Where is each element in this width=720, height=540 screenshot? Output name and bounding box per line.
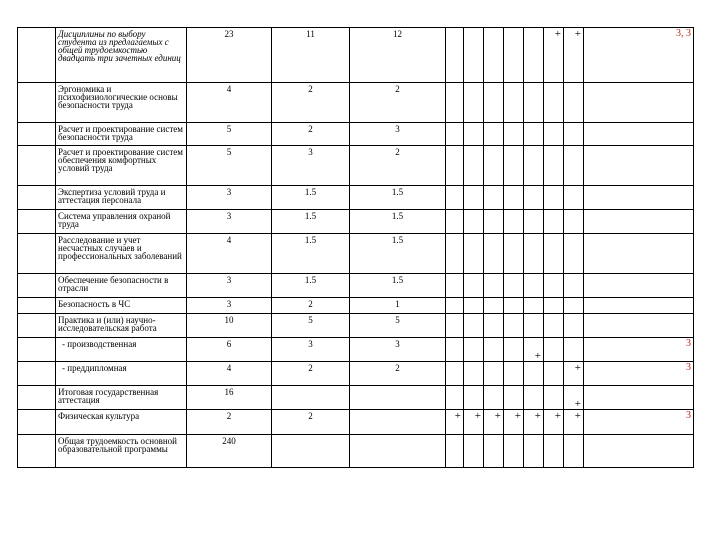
practice-credits	[350, 435, 446, 468]
semester-mark	[446, 234, 464, 274]
lecture-credits: 1.5	[272, 186, 350, 210]
semester-mark	[524, 210, 544, 234]
practice-credits: 2	[350, 362, 446, 386]
lecture-credits	[272, 435, 350, 468]
semester-mark	[564, 146, 584, 186]
semester-mark	[446, 210, 464, 234]
semester-mark: +	[564, 386, 584, 410]
table-row	[18, 362, 694, 386]
semester-mark	[524, 362, 544, 386]
semester-mark	[464, 146, 484, 186]
table-row	[18, 123, 694, 146]
practice-credits: 3	[350, 123, 446, 146]
semester-mark	[524, 298, 544, 314]
curriculum-rows	[18, 28, 694, 468]
total-credits: 6	[187, 338, 272, 362]
semester-mark	[524, 386, 544, 410]
semester-mark	[446, 435, 464, 468]
semester-mark: +	[564, 410, 584, 435]
semester-mark	[564, 435, 584, 468]
competence-code	[584, 298, 694, 314]
semester-mark	[446, 298, 464, 314]
total-credits: 3	[187, 274, 272, 298]
semester-mark	[484, 362, 504, 386]
semester-mark	[446, 338, 464, 362]
semester-mark	[446, 362, 464, 386]
lecture-credits: 3	[272, 146, 350, 186]
competence-code: 3	[584, 410, 694, 435]
practice-credits: 5	[350, 314, 446, 338]
table-row	[18, 314, 694, 338]
semester-mark	[544, 83, 564, 123]
practice-credits	[350, 386, 446, 410]
semester-mark	[484, 314, 504, 338]
semester-mark: +	[544, 28, 564, 83]
semester-mark: +	[464, 410, 484, 435]
competence-code	[584, 210, 694, 234]
semester-mark	[446, 28, 464, 83]
curriculum-table	[17, 27, 694, 468]
practice-credits: 1	[350, 298, 446, 314]
table-row	[18, 186, 694, 210]
semester-mark	[464, 362, 484, 386]
index-cell	[18, 314, 56, 338]
discipline-name: Обеспечение безопасности в отрасли	[56, 274, 187, 298]
table-row	[18, 210, 694, 234]
table-row	[18, 410, 694, 435]
semester-mark: +	[446, 410, 464, 435]
semester-mark	[524, 28, 544, 83]
total-credits: 16	[187, 386, 272, 410]
table-row	[18, 28, 694, 83]
semester-mark	[564, 298, 584, 314]
semester-mark	[504, 298, 524, 314]
semester-mark	[484, 234, 504, 274]
semester-mark	[564, 338, 584, 362]
semester-mark	[464, 338, 484, 362]
index-cell	[18, 274, 56, 298]
competence-code	[584, 314, 694, 338]
semester-mark	[446, 274, 464, 298]
semester-mark	[464, 123, 484, 146]
lecture-credits: 11	[272, 28, 350, 83]
semester-mark	[504, 234, 524, 274]
practice-credits: 2	[350, 83, 446, 123]
semester-mark: +	[524, 338, 544, 362]
semester-mark	[544, 314, 564, 338]
total-credits: 2	[187, 410, 272, 435]
index-cell	[18, 123, 56, 146]
table-row	[18, 298, 694, 314]
semester-mark	[524, 186, 544, 210]
semester-mark	[524, 123, 544, 146]
table-row	[18, 386, 694, 410]
lecture-credits: 2	[272, 410, 350, 435]
semester-mark	[564, 234, 584, 274]
semester-mark	[504, 386, 524, 410]
discipline-name: - преддипломная	[56, 362, 187, 386]
index-cell	[18, 83, 56, 123]
competence-code: 3	[584, 338, 694, 362]
semester-mark	[464, 28, 484, 83]
discipline-name: Итоговая государственная аттестация	[56, 386, 187, 410]
semester-mark	[504, 338, 524, 362]
discipline-name: Расчет и проектирование систем обеспечения комфортных условий труда	[56, 146, 187, 186]
index-cell	[18, 338, 56, 362]
discipline-name: Физическая культура	[56, 410, 187, 435]
semester-mark	[446, 123, 464, 146]
semester-mark	[544, 435, 564, 468]
lecture-credits: 1.5	[272, 210, 350, 234]
semester-mark	[564, 210, 584, 234]
semester-mark: +	[484, 410, 504, 435]
semester-mark	[464, 234, 484, 274]
semester-mark	[544, 186, 564, 210]
semester-mark	[544, 146, 564, 186]
semester-mark	[464, 186, 484, 210]
lecture-credits: 3	[272, 338, 350, 362]
semester-mark	[564, 274, 584, 298]
discipline-name: Система управления охраной труда	[56, 210, 187, 234]
semester-mark	[446, 146, 464, 186]
discipline-name: Расчет и проектирование систем безопасности труда	[56, 123, 187, 146]
semester-mark	[524, 435, 544, 468]
competence-code	[584, 186, 694, 210]
index-cell	[18, 435, 56, 468]
semester-mark	[464, 210, 484, 234]
semester-mark	[524, 83, 544, 123]
semester-mark	[484, 186, 504, 210]
practice-credits: 3	[350, 338, 446, 362]
lecture-credits	[272, 386, 350, 410]
semester-mark	[484, 83, 504, 123]
lecture-credits: 2	[272, 298, 350, 314]
semester-mark	[446, 386, 464, 410]
semester-mark	[504, 210, 524, 234]
discipline-name: Безопасность в ЧС	[56, 298, 187, 314]
semester-mark	[544, 386, 564, 410]
discipline-name: Экспертиза условий труда и аттестация персонала	[56, 186, 187, 210]
lecture-credits: 2	[272, 123, 350, 146]
total-credits: 4	[187, 83, 272, 123]
practice-credits: 2	[350, 146, 446, 186]
table-row	[18, 83, 694, 123]
semester-mark	[484, 210, 504, 234]
semester-mark	[564, 83, 584, 123]
semester-mark	[544, 123, 564, 146]
competence-code	[584, 123, 694, 146]
index-cell	[18, 210, 56, 234]
lecture-credits: 2	[272, 362, 350, 386]
competence-code	[584, 234, 694, 274]
discipline-name: Дисциплины по выбору студента из предлагаемых с общей трудоемкостью двадцать три зачетных единиц	[56, 28, 187, 83]
semester-mark	[484, 386, 504, 410]
semester-mark: +	[564, 362, 584, 386]
index-cell	[18, 186, 56, 210]
index-cell	[18, 386, 56, 410]
practice-credits: 1.5	[350, 234, 446, 274]
semester-mark: +	[524, 410, 544, 435]
competence-code	[584, 146, 694, 186]
semester-mark	[504, 83, 524, 123]
lecture-credits: 1.5	[272, 274, 350, 298]
semester-mark	[524, 314, 544, 338]
semester-mark	[504, 146, 524, 186]
practice-credits: 1.5	[350, 186, 446, 210]
practice-credits: 1.5	[350, 210, 446, 234]
semester-mark: +	[504, 410, 524, 435]
total-credits: 23	[187, 28, 272, 83]
semester-mark	[524, 274, 544, 298]
total-credits: 240	[187, 435, 272, 468]
total-credits: 3	[187, 186, 272, 210]
discipline-name: Эргономика и психофизиологические основы безопасности труда	[56, 83, 187, 123]
total-credits: 10	[187, 314, 272, 338]
index-cell	[18, 28, 56, 83]
semester-mark	[544, 210, 564, 234]
total-credits: 3	[187, 298, 272, 314]
total-credits: 5	[187, 146, 272, 186]
semester-mark	[504, 274, 524, 298]
table-row	[18, 435, 694, 468]
semester-mark	[484, 274, 504, 298]
semester-mark	[484, 338, 504, 362]
index-cell	[18, 146, 56, 186]
semester-mark	[564, 123, 584, 146]
practice-credits	[350, 410, 446, 435]
competence-code	[584, 435, 694, 468]
semester-mark	[504, 186, 524, 210]
semester-mark	[544, 362, 564, 386]
competence-code: 3	[584, 362, 694, 386]
semester-mark	[446, 83, 464, 123]
semester-mark	[544, 298, 564, 314]
total-credits: 4	[187, 362, 272, 386]
semester-mark	[544, 274, 564, 298]
semester-mark	[544, 234, 564, 274]
semester-mark	[484, 123, 504, 146]
semester-mark	[504, 314, 524, 338]
total-credits: 3	[187, 210, 272, 234]
discipline-name: Практика и (или) научно-исследовательская работа	[56, 314, 187, 338]
semester-mark	[464, 314, 484, 338]
discipline-name: Расследование и учет несчастных случаев и профессиональных заболеваний	[56, 234, 187, 274]
index-cell	[18, 234, 56, 274]
semester-mark	[446, 186, 464, 210]
semester-mark	[464, 386, 484, 410]
competence-code: 3, 3	[584, 28, 694, 83]
semester-mark	[484, 435, 504, 468]
practice-credits: 12	[350, 28, 446, 83]
semester-mark	[504, 362, 524, 386]
table-row	[18, 338, 694, 362]
discipline-name: - производственная	[56, 338, 187, 362]
semester-mark	[464, 298, 484, 314]
semester-mark	[504, 123, 524, 146]
semester-mark	[564, 314, 584, 338]
lecture-credits: 1.5	[272, 234, 350, 274]
semester-mark: +	[544, 410, 564, 435]
semester-mark	[504, 28, 524, 83]
lecture-credits: 2	[272, 83, 350, 123]
semester-mark	[446, 314, 464, 338]
semester-mark	[524, 146, 544, 186]
semester-mark	[484, 298, 504, 314]
semester-mark	[464, 83, 484, 123]
index-cell	[18, 298, 56, 314]
table-row	[18, 146, 694, 186]
total-credits: 4	[187, 234, 272, 274]
competence-code	[584, 83, 694, 123]
semester-mark	[464, 435, 484, 468]
practice-credits: 1.5	[350, 274, 446, 298]
semester-mark	[544, 338, 564, 362]
semester-mark: +	[564, 28, 584, 83]
discipline-name: Общая трудоемкость основной образовательной программы	[56, 435, 187, 468]
semester-mark	[524, 234, 544, 274]
semester-mark	[484, 146, 504, 186]
table-row	[18, 274, 694, 298]
semester-mark	[504, 435, 524, 468]
index-cell	[18, 362, 56, 386]
competence-code	[584, 386, 694, 410]
semester-mark	[564, 186, 584, 210]
index-cell	[18, 410, 56, 435]
total-credits: 5	[187, 123, 272, 146]
table-row	[18, 234, 694, 274]
lecture-credits: 5	[272, 314, 350, 338]
semester-mark	[464, 274, 484, 298]
competence-code	[584, 274, 694, 298]
semester-mark	[484, 28, 504, 83]
